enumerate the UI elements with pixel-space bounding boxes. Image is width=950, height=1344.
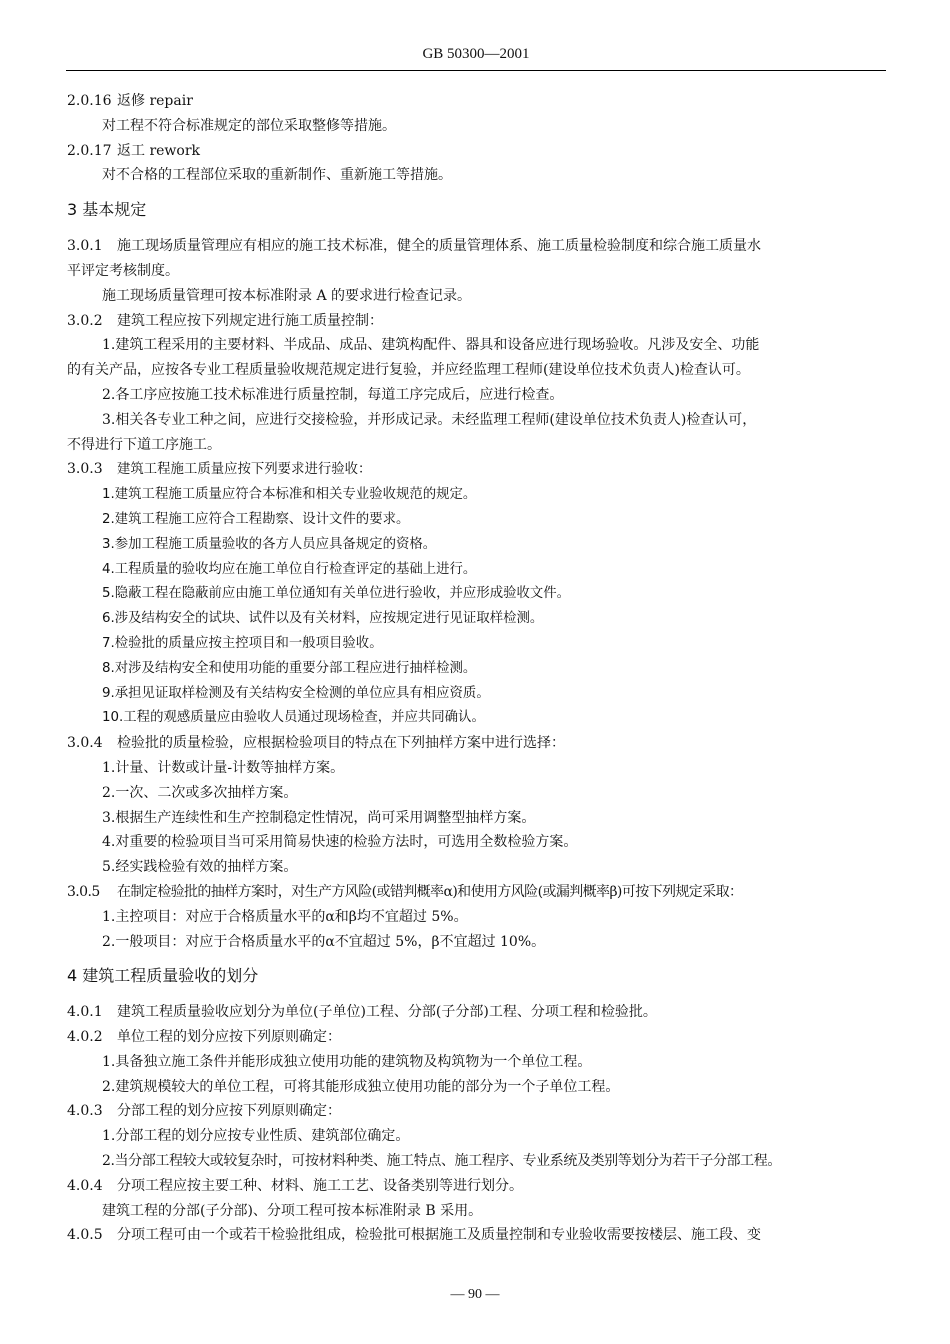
clause-2-0-17 bbox=[67, 139, 885, 164]
list-item: 6.涉及结构安全的试块、试件以及有关材料，应按规定进行见证取样检测。 bbox=[102, 611, 544, 627]
clause-4-0-1 bbox=[67, 1000, 885, 1025]
list-item: 2.建筑规模较大的单位工程，可将其能形成独立使用功能的部分为一个子单位工程。 bbox=[102, 1078, 620, 1095]
clause-text: 分部工程的划分应按下列原则确定： bbox=[117, 1103, 341, 1120]
page-header bbox=[66, 46, 886, 71]
clause-number: 4.0.3 bbox=[67, 1103, 103, 1120]
list-item-continued: 不得进行下道工序施工。 bbox=[67, 436, 221, 453]
list-item: 3.相关各专业工种之间，应进行交接检验，并形成记录。未经监理工程师(建设单位技术负责人)检查认可， bbox=[102, 411, 757, 428]
list-item-continued: 的有关产品，应按各专业工程质量验收规范规定进行复验，并应经监理工程师(建设单位技术负责人)检查认可。 bbox=[67, 362, 750, 379]
paragraph: 施工现场质量管理可按本标准附录 A 的要求进行检查记录。 bbox=[102, 287, 472, 304]
document-body bbox=[67, 89, 885, 1248]
list-item: 4.工程质量的验收均应在施工单位自行检查评定的基础上进行。 bbox=[102, 561, 477, 577]
clause-text: 分项工程应按主要工种、材料、施工工艺、设备类别等进行划分。 bbox=[117, 1177, 523, 1194]
clause-number: 4.0.1 bbox=[67, 1004, 103, 1021]
clause-number: 2.0.16 bbox=[67, 93, 112, 109]
page-number: — 90 — bbox=[450, 1287, 500, 1302]
list-item: 1.具备独立施工条件并能形成独立使用功能的建筑物及构筑物为一个单位工程。 bbox=[102, 1053, 592, 1070]
clause-number: 3.0.4 bbox=[67, 735, 103, 752]
clause-text: 施工现场质量管理应有相应的施工技术标准，健全的质量管理体系、施工质量检验制度和综合施工质量水 bbox=[117, 238, 761, 255]
clause-text: 单位工程的划分应按下列原则确定： bbox=[117, 1029, 341, 1046]
list-item: 1.计量、计数或计量-计数等抽样方案。 bbox=[102, 759, 345, 776]
clause-2-0-16 bbox=[67, 89, 885, 114]
clause-3-0-4 bbox=[67, 731, 885, 756]
clause-text: 建筑工程施工质量应按下列要求进行验收： bbox=[117, 462, 372, 478]
clause-text: 在制定检验批的抽样方案时，对生产方风险(或错判概率α)和使用方风险(或漏判概率β)可按下列规定采取： bbox=[117, 883, 743, 900]
list-item: 1.建筑工程施工质量应符合本标准和相关专业验收规范的规定。 bbox=[102, 487, 477, 503]
chapter-heading-3: 3 基本规定 bbox=[67, 200, 147, 220]
list-item: 4.对重要的检验项目当可采用简易快速的检验方法时，可选用全数检验方案。 bbox=[102, 834, 578, 851]
definition: 对不合格的工程部位采取的重新制作、重新施工等措施。 bbox=[102, 167, 452, 184]
clause-3-0-3 bbox=[67, 457, 885, 483]
term: 返修 repair bbox=[117, 93, 193, 109]
clause-text: 检验批的质量检验，应根据检验项目的特点在下列抽样方案中进行选择： bbox=[117, 735, 565, 752]
clause-text: 分项工程可由一个或若干检验批组成，检验批可根据施工及质量控制和专业验收需要按楼层、施工段、变 bbox=[117, 1227, 761, 1244]
list-item: 3.参加工程施工质量验收的各方人员应具备规定的资格。 bbox=[102, 536, 437, 552]
list-item: 2.一次、二次或多次抽样方案。 bbox=[102, 784, 298, 801]
standard-code: GB 50300—2001 bbox=[422, 46, 530, 62]
clause-3-0-2 bbox=[67, 309, 885, 334]
clause-3-0-1 bbox=[67, 234, 885, 259]
clause-text: 建筑工程应按下列规定进行施工质量控制： bbox=[117, 312, 383, 329]
list-item: 5.经实践检验有效的抽样方案。 bbox=[102, 859, 298, 876]
clause-number: 3.0.1 bbox=[67, 238, 103, 255]
clause-number: 3.0.2 bbox=[67, 312, 103, 329]
list-item: 2.建筑工程施工应符合工程勘察、设计文件的要求。 bbox=[102, 511, 410, 527]
clause-4-0-4 bbox=[67, 1174, 885, 1199]
list-item: 3.根据生产连续性和生产控制稳定性情况，尚可采用调整型抽样方案。 bbox=[102, 809, 536, 826]
clause-number: 4.0.4 bbox=[67, 1177, 103, 1194]
list-item: 1.主控项目：对应于合格质量水平的α和β均不宜超过 5%。 bbox=[102, 908, 468, 925]
definition: 对工程不符合标准规定的部位采取整修等措施。 bbox=[102, 117, 396, 134]
list-item: 2.当分部工程较大或较复杂时，可按材料种类、施工特点、施工程序、专业系统及类别等划分为若干子分部工程。 bbox=[102, 1153, 781, 1170]
clause-4-0-2 bbox=[67, 1025, 885, 1050]
list-item: 7.检验批的质量应按主控项目和一般项目验收。 bbox=[102, 635, 383, 651]
list-item: 1.建筑工程采用的主要材料、半成品、成品、建筑构配件、器具和设备应进行现场验收。凡涉及安全、功能 bbox=[102, 337, 760, 354]
clause-3-0-5 bbox=[67, 880, 885, 905]
clause-4-0-5 bbox=[67, 1223, 885, 1248]
list-item: 8.对涉及结构安全和使用功能的重要分部工程应进行抽样检测。 bbox=[102, 660, 477, 676]
paragraph: 建筑工程的分部(子分部)、分项工程可按本标准附录 B 采用。 bbox=[102, 1202, 483, 1219]
list-item: 1.分部工程的划分应按专业性质、建筑部位确定。 bbox=[102, 1128, 410, 1145]
clause-text: 建筑工程质量验收应划分为单位(子单位)工程、分部(子分部)工程、分项工程和检验批。 bbox=[117, 1004, 657, 1021]
chapter-heading-4: 4 建筑工程质量验收的划分 bbox=[67, 966, 259, 986]
term: 返工 rework bbox=[117, 142, 201, 159]
list-item: 9.承担见证取样检测及有关结构安全检测的单位应具有相应资质。 bbox=[102, 685, 490, 701]
clause-number: 2.0.17 bbox=[67, 142, 112, 159]
clause-number: 3.0.5 bbox=[67, 883, 100, 900]
list-item: 2.一般项目：对应于合格质量水平的α不宜超过 5%，β不宜超过 10%。 bbox=[102, 933, 546, 950]
list-item: 2.各工序应按施工技术标准进行质量控制，每道工序完成后，应进行检查。 bbox=[102, 386, 564, 403]
list-item: 10.工程的观感质量应由验收人员通过现场检查，并应共同确认。 bbox=[102, 710, 485, 726]
clause-4-0-3 bbox=[67, 1099, 885, 1124]
clause-text-continued: 平评定考核制度。 bbox=[67, 262, 179, 279]
clause-number: 4.0.5 bbox=[67, 1227, 103, 1244]
clause-number: 3.0.3 bbox=[67, 461, 103, 478]
clause-number: 4.0.2 bbox=[67, 1029, 103, 1046]
list-item: 5.隐蔽工程在隐蔽前应由施工单位通知有关单位进行验收，并应形成验收文件。 bbox=[102, 586, 571, 602]
